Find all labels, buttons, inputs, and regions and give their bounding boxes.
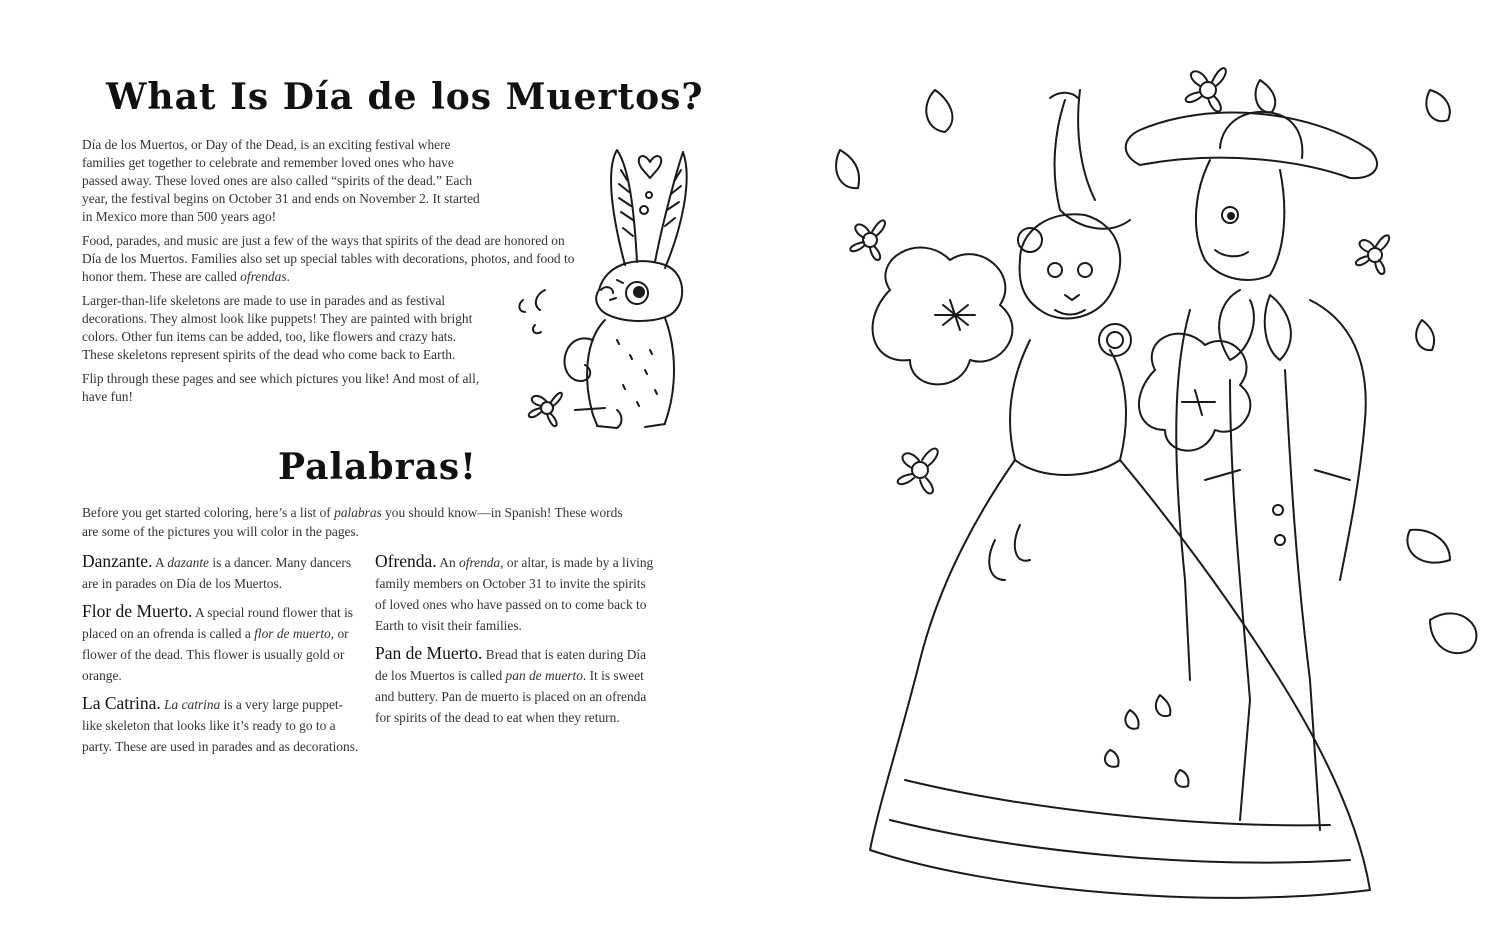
glossary-term: Pan de Muerto. <box>375 643 483 663</box>
right-page <box>780 0 1500 938</box>
rabbit-illustration <box>505 140 705 440</box>
palabras-lead: Before you get started coloring, here’s a list of palabras you should know—in Spanish! These words are some of the pictures you will color in the pages. <box>82 505 623 539</box>
intro-paragraph-1: Día de los Muertos, or Day of the Dead, is an exciting festival where families get together to celebrate and remember loved ones who have passed away. These loved ones are also called “spirits of the dead.” Each year, the festival begins on October 31 and ends on November 2. It started in Mexico more than 500 years ago! <box>82 137 480 224</box>
intro-paragraph-2: Food, parades, and music are just a few of the ways that spirits of the dead are honored on Día de los Muertos. Families also set up special tables with decorations, photos, and food to honor them. These are called ofrendas. <box>82 233 575 284</box>
glossary-column-left <box>82 551 360 764</box>
glossary-entry-la-catrina: La Catrina. La catrina is a very large puppet-like skeleton that looks like it’s ready to go to a party. These are used in parades and as decorations. <box>82 693 359 754</box>
intro-paragraph-3: Larger-than-life skeletons are made to use in parades and as festival decorations. They almost look like puppets! They are painted with bright colors. Other fun items can be added, too, like flowers and crazy hats. These skeletons represent spirits of the dead who come back to Earth. <box>82 293 473 362</box>
flower-icon <box>898 449 938 494</box>
glossary-term: Danzante. <box>82 551 153 571</box>
glossary-entry-pan-de-muerto: Pan de Muerto. Bread that is eaten during Día de los Muertos is called pan de muerto. It is sweet and buttery. Pan de muerto is placed on an ofrenda for spirits of the dead to eat when they return. <box>375 643 647 725</box>
intro-paragraph-4: Flip through these pages and see which pictures you like! And most of all, have fun! <box>82 371 480 404</box>
glossary-entry-ofrenda: Ofrenda. An ofrenda, or altar, is made by a living family members on October 31 to invite the spirits of loved ones who have passed on to come back to Earth to visit their families. <box>375 551 654 633</box>
palabras-title: Palabras! <box>278 446 477 488</box>
page-title: What Is Día de los Muertos? <box>106 76 704 118</box>
flower-icon <box>850 220 885 260</box>
glossary-entry-flor-de-muerto: Flor de Muerto. A special round flower that is placed on an ofrenda is called a flor de muerto, or flower of the dead. This flower is usually gold or orange. <box>82 601 353 683</box>
glossary-term: La Catrina. <box>82 693 161 713</box>
dancers-illustration <box>810 60 1500 930</box>
glossary-entry-danzante: Danzante. A dazante is a dancer. Many dancers are in parades on Día de los Muertos. <box>82 551 352 591</box>
glossary-column-right <box>375 551 655 735</box>
flower-icon <box>1356 235 1389 274</box>
glossary-term: Flor de Muerto. <box>82 601 193 621</box>
glossary-term: Ofrenda. <box>375 551 437 571</box>
flower-icon <box>1186 68 1226 111</box>
